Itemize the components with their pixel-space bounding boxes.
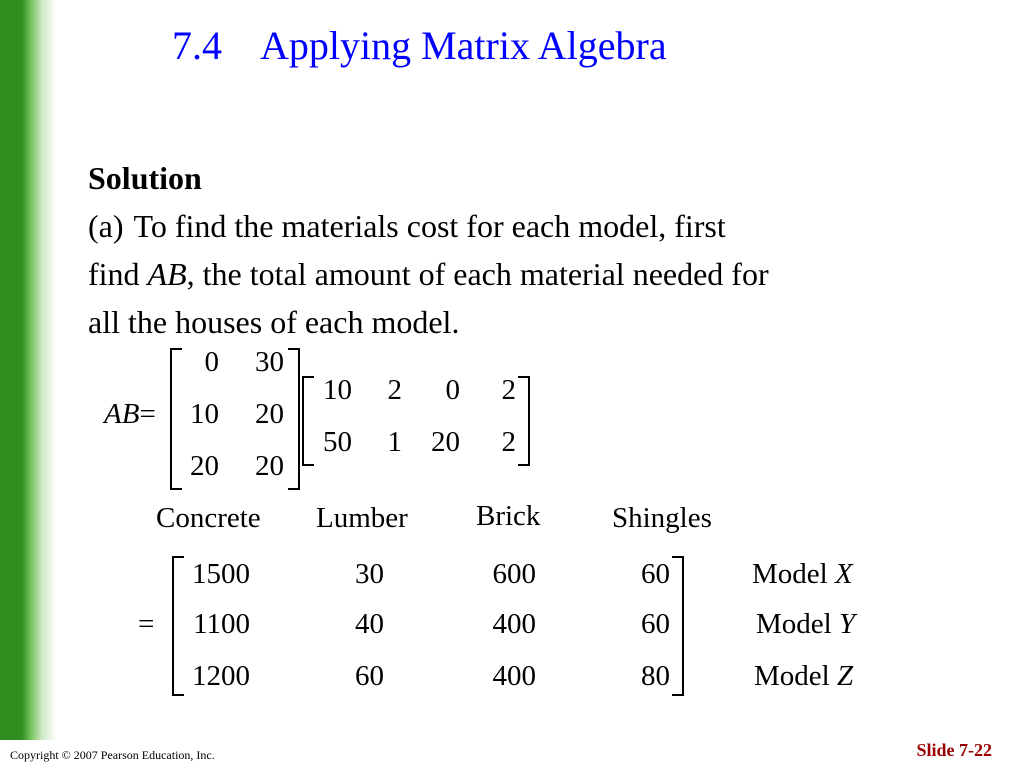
- slide-number: Slide 7-22: [916, 740, 992, 760]
- solution-heading: Solution: [88, 160, 202, 196]
- matrix-result-cell: 1100: [193, 608, 250, 640]
- column-header-lumber: Lumber: [316, 502, 408, 534]
- matrix-b-left-bracket: [302, 376, 314, 466]
- row-label-model-x: [752, 558, 853, 591]
- matrix-a-right-bracket: [288, 348, 300, 490]
- matrix-result-cell: 60: [641, 608, 670, 640]
- solution-text: [88, 154, 968, 346]
- matrix-a-left-bracket: [170, 348, 182, 490]
- part-label: (a): [88, 208, 124, 244]
- solution-line-3: all the houses of each model.: [88, 304, 460, 340]
- row-label-model-y: [756, 608, 855, 641]
- matrix-a-cell: 20: [190, 450, 219, 482]
- matrix-b-cell: 2: [501, 426, 516, 458]
- matrix-a-cell: 10: [190, 398, 219, 430]
- slide-title: [172, 22, 667, 69]
- row-label-word: Model: [752, 558, 828, 590]
- solution-line-2: [88, 250, 968, 298]
- matrix-result-cell: 1200: [192, 660, 250, 692]
- row-label-letter: Y: [838, 608, 856, 640]
- matrix-b-cell: 20: [431, 426, 460, 458]
- matrix-result-cell: 30: [355, 558, 384, 590]
- matrix-a-cell: 20: [255, 450, 284, 482]
- matrix-b-cell: 0: [445, 374, 460, 406]
- matrix-result-cell: 60: [355, 660, 384, 692]
- matrix-b-cell: 10: [323, 374, 352, 406]
- side-accent-bar: [0, 0, 56, 740]
- matrix-a-cell: 0: [204, 346, 219, 378]
- matrix-b-cell: 2: [501, 374, 516, 406]
- equals-sign: =: [139, 398, 156, 430]
- line-2-post: , the total amount of each material needed for: [186, 256, 769, 292]
- line-1-text: To find the materials cost for each model, first: [133, 208, 726, 244]
- matrix-result-cell: 60: [641, 558, 670, 590]
- row-label-word: Model: [756, 608, 832, 640]
- ab-product-label: AB: [147, 256, 187, 292]
- result-left-bracket: [172, 556, 184, 696]
- ab-equation-label: [104, 398, 156, 431]
- column-header-concrete: Concrete: [156, 502, 261, 534]
- matrix-a-cell: 30: [255, 346, 284, 378]
- matrix-result-cell: 40: [355, 608, 384, 640]
- matrix-b-right-bracket: [518, 376, 530, 466]
- matrix-result-cell: 600: [492, 558, 536, 590]
- row-label-letter: X: [834, 558, 853, 590]
- matrix-result-cell: 80: [641, 660, 670, 692]
- row-label-letter: Z: [836, 660, 854, 692]
- matrix-b-cell: 50: [323, 426, 352, 458]
- matrix-a-cell: 20: [255, 398, 284, 430]
- matrix-result-cell: 400: [492, 608, 536, 640]
- result-equals-sign: =: [138, 608, 155, 640]
- matrix-result-cell: 400: [492, 660, 536, 692]
- column-header-shingles: Shingles: [612, 502, 712, 534]
- solution-line-1: [88, 202, 968, 250]
- ab-label: AB: [104, 398, 140, 430]
- column-header-brick: Brick: [476, 500, 541, 532]
- matrix-b-cell: 2: [387, 374, 402, 406]
- matrix-b-cell: 1: [387, 426, 402, 458]
- copyright-notice: Copyright © 2007 Pearson Education, Inc.: [10, 748, 215, 762]
- row-label-word: Model: [754, 660, 830, 692]
- matrix-result-cell: 1500: [192, 558, 250, 590]
- row-label-model-z: [754, 660, 853, 693]
- title-number: 7.4: [172, 23, 222, 68]
- line-2-pre: find: [88, 256, 148, 292]
- result-right-bracket: [672, 556, 684, 696]
- title-text: Applying Matrix Algebra: [260, 23, 667, 68]
